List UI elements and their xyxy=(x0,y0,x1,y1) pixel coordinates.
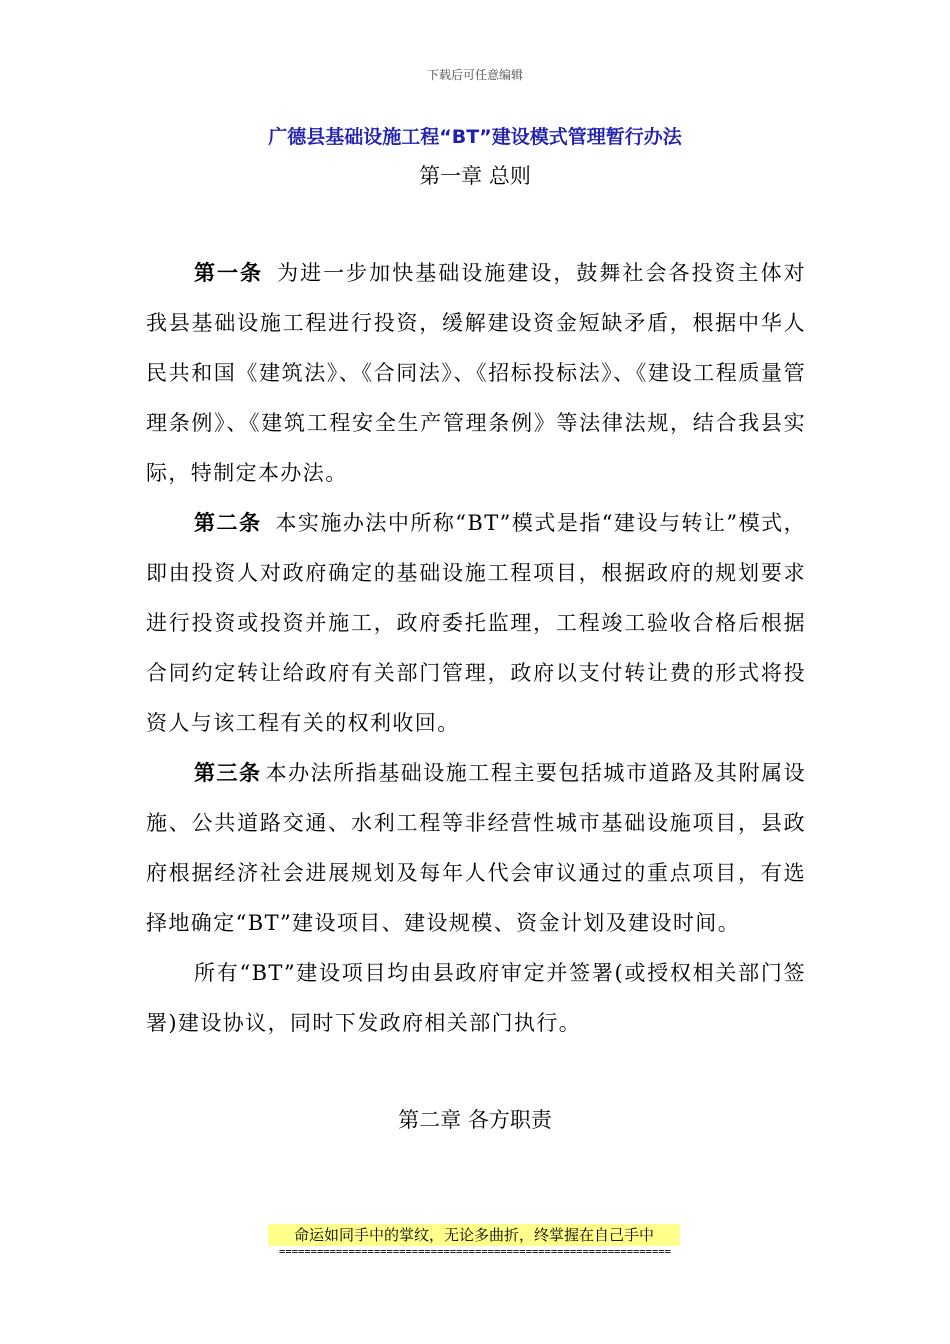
article-3 xyxy=(146,748,806,948)
chapter-heading-1: 第一章 总则 xyxy=(419,164,531,188)
article-2 xyxy=(146,498,806,748)
article-1 xyxy=(146,248,806,498)
article-2-label: 第二条 xyxy=(194,511,262,535)
header-note: 下载后可任意编辑 xyxy=(426,68,523,82)
chapter-heading-2: 第二章 各方职责 xyxy=(398,1108,552,1132)
footer-divider: ============================================================== xyxy=(279,1246,671,1258)
document-title: 广德县基础设施工程“BT”建设模式管理暂行办法 xyxy=(268,126,682,148)
chapter-1-body xyxy=(146,248,806,1048)
article-3-extra-paragraph: 所有“BT”建设项目均由县政府审定并签署(或授权相关部门签署)建设协议，同时下发政府相关部门执行。 xyxy=(146,961,806,1035)
article-1-text: 为进一步加快基础设施建设，鼓舞社会各投资主体对我县基础设施工程进行投资，缓解建设资金短缺矛盾，根据中华人民共和国《建筑法》、《合同法》、《招标投标法》、《建设工程质量管理条例》、《建筑工程安全生产管理条例》等法律法规，结合我县实际，特制定本办法。 xyxy=(146,261,806,485)
footer-motto: 命运如同手中的掌纹，无论多曲折，终掌握在自己手中 xyxy=(268,1224,680,1246)
article-2-text: 本实施办法中所称“BT”模式是指“建设与转让”模式，即由投资人对政府确定的基础设施工程项目，根据政府的规划要求进行投资或投资并施工，政府委托监理，工程竣工验收合格后根据合同约定转让给政府有关部门管理，政府以支付转让费的形式将投资人与该工程有关的权利收回。 xyxy=(146,511,807,735)
article-3-label: 第三条 xyxy=(194,761,262,785)
article-1-label: 第一条 xyxy=(194,261,264,285)
article-3-text: 本办法所指基础设施工程主要包括城市道路及其附属设施、公共道路交通、水利工程等非经营性城市基础设施项目，县政府根据经济社会进展规划及每年人代会审议通过的重点项目，有选择地确定“BT”建设项目、建设规模、资金计划及建设时间。 xyxy=(146,761,806,935)
